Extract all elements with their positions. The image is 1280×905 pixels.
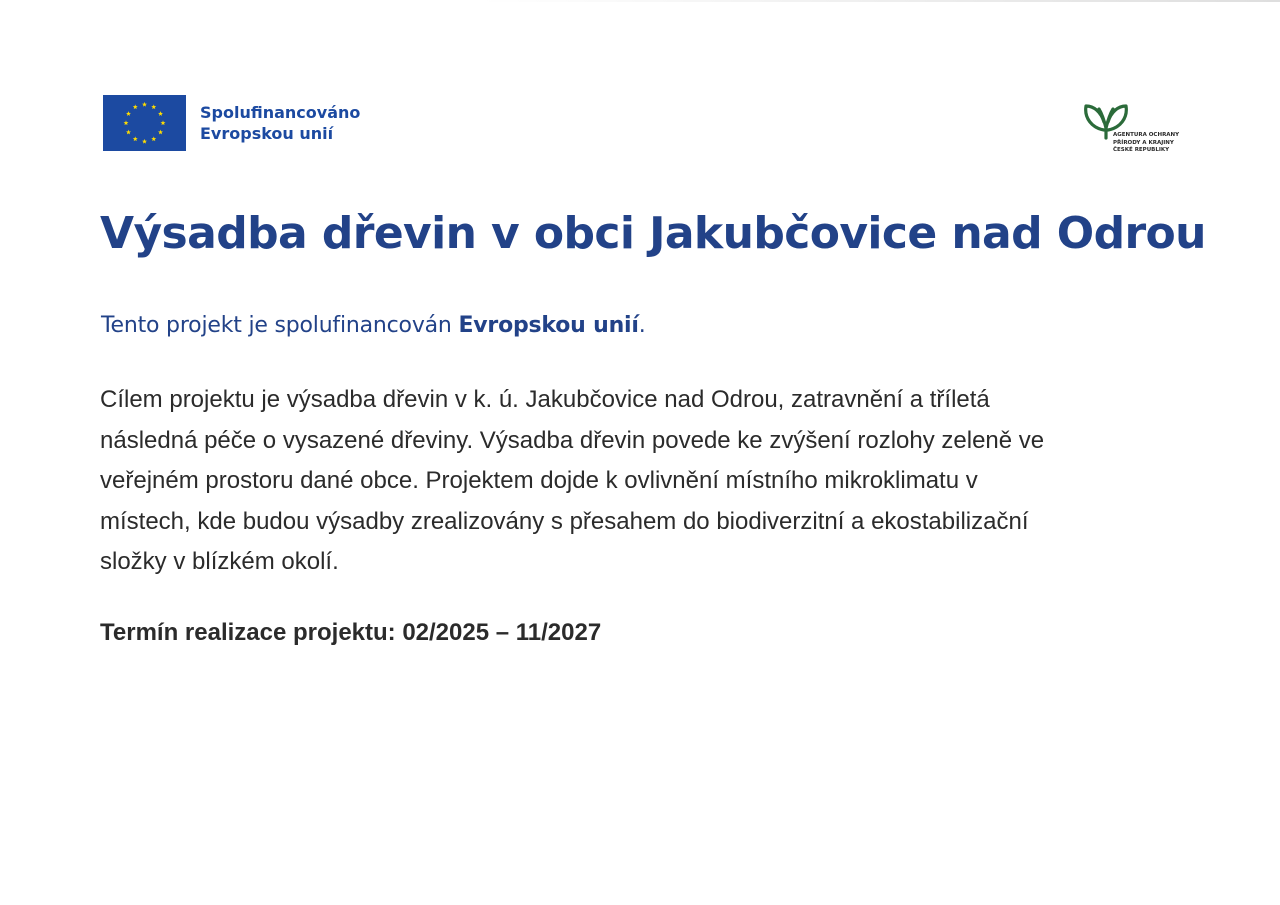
project-title: Výsadba dřevin v obci Jakubčovice nad Odrou bbox=[100, 208, 1206, 259]
scan-edge-line bbox=[480, 0, 1280, 2]
description-line: veřejném prostoru dané obce. Projektem dojde k ovlivnění místního mikroklimatu v bbox=[100, 467, 978, 494]
funding-statement bbox=[101, 313, 646, 338]
eu-logo-line1: Spolufinancováno bbox=[200, 103, 361, 122]
eu-cofinanced-logo bbox=[103, 95, 360, 151]
agency-line-3: ČESKÉ REPUBLIKY bbox=[1113, 147, 1170, 154]
agency-logo-text bbox=[1113, 132, 1179, 155]
project-description bbox=[100, 380, 1200, 583]
description-line: následná péče o vysazené dřeviny. Výsadba dřevin povede ke zvýšení rozlohy zeleně ve bbox=[100, 426, 1045, 454]
eu-logo-text bbox=[200, 102, 360, 144]
eu-logo-line2: Evropskou unií bbox=[200, 124, 334, 143]
agency-logo bbox=[1082, 100, 1192, 162]
description-line: místech, kde budou výsadby zrealizovány s přesahem do biodiverzitní a ekostabilizační bbox=[100, 507, 1029, 535]
agency-line-2: PŘÍRODY A KRAJINY bbox=[1113, 139, 1174, 146]
funding-statement-prefix: Tento projekt je spolufinancován bbox=[101, 313, 459, 338]
description-line: Cílem projektu je výsadba dřevin v k. ú. Jakubčovice nad Odrou, zatravnění a tříletá bbox=[100, 386, 990, 413]
funding-statement-suffix: . bbox=[638, 313, 646, 338]
realization-term: Termín realizace projektu: 02/2025 – 11/2027 bbox=[100, 619, 602, 646]
funding-statement-eu: Evropskou unií bbox=[458, 313, 639, 338]
description-line: složky v blízkém okolí. bbox=[100, 548, 339, 575]
agency-line-1: AGENTURA OCHRANY bbox=[1113, 132, 1180, 138]
eu-flag-icon bbox=[103, 95, 186, 151]
